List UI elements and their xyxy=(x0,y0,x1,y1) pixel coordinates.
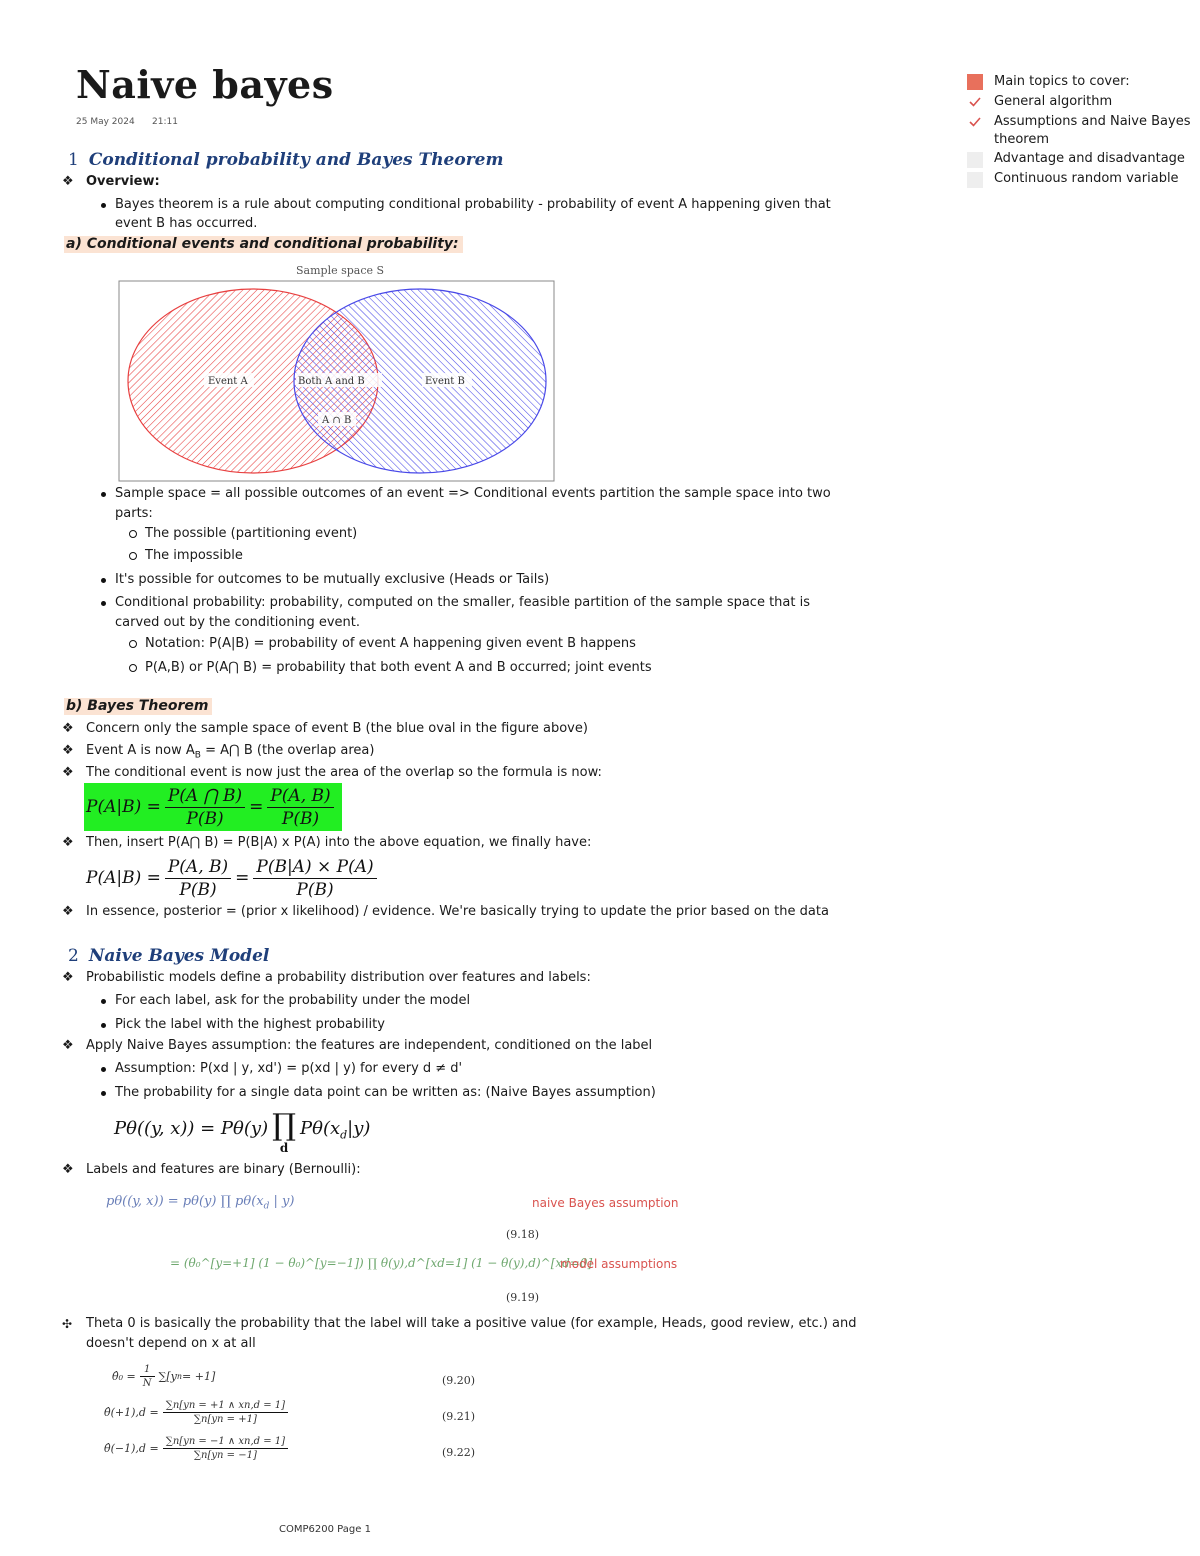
model-sub-3: Assumption: P(xd | y, xd') = p(xd | y) for every d ≠ d' xyxy=(115,1059,462,1079)
bullet-conditional-probability-cont: carved out by the conditioning event. xyxy=(115,615,361,630)
bullet-conditional-probability: Conditional probability: probability, computed on the smaller, feasible partition of the sample space that is xyxy=(115,593,810,613)
naive-bayes-assumption-label: naive Bayes assumption xyxy=(532,1196,679,1210)
bayes-formula-full: P(A|B) = $\frac{P(A, B)}{P(B)}$ = $\frac{P(B|A) \times P(A)}{P(B)}$ xyxy=(86,853,381,903)
bayes-point-3: ❖ The conditional event is now just the area of the overlap so the formula is now: xyxy=(86,763,602,783)
diamond-bullet-icon: ❖ xyxy=(62,1162,74,1177)
todo-item[interactable]: Assumptions and Naive Bayes xyxy=(994,112,1200,132)
bullet-mutually-exclusive: It's possible for outcomes to be mutually exclusive (Heads or Tails) xyxy=(115,570,549,590)
page-title: Naive bayes xyxy=(76,62,334,107)
theta-point-cont: doesn't depend on x at all xyxy=(86,1336,256,1351)
subsection-a-heading: a) Conditional events and conditional probability: xyxy=(64,236,463,253)
sub-bullet-joint: P(A,B) or P(A⋂ B) = probability that both event A and B occurred; joint events xyxy=(145,658,652,678)
naive-bayes-formula: Pθ((y, x)) = Pθ(y) ∏ d $P\theta(x_d|y)$ xyxy=(114,1108,371,1155)
diamond-bullet-icon: ❖ xyxy=(62,743,74,758)
model-sub-2: Pick the label with the highest probability xyxy=(115,1015,385,1035)
todo-item[interactable]: Advantage and disadvantage xyxy=(994,149,1200,169)
diamond-bullet-icon: ❖ xyxy=(62,835,74,850)
bayes-formula-highlighted: P(A|B) = $\frac{P(A ⋂ B)}{P(B)}$ = $\frac{P(A, B)}{P(B)}$ xyxy=(84,783,342,831)
checkmark-icon xyxy=(968,95,982,109)
event-b-label: Event B xyxy=(425,376,465,387)
bayes-point-2: ❖ Event A is now $A_B$ = A⋂ B (the overlap area) xyxy=(62,743,375,761)
model-sub-4: The probability for a single data point can be written as: (Naive Bayes assumption) xyxy=(115,1083,656,1103)
bullet-sample-space-cont: parts: xyxy=(115,506,153,521)
todo-header-box xyxy=(967,74,983,90)
overview-text-cont: event B has occurred. xyxy=(115,216,258,231)
intersection-label: A ∩ B xyxy=(322,415,352,426)
todo-item[interactable]: Continuous random variable xyxy=(994,169,1200,189)
model-sub-1: For each label, ask for the probability under the model xyxy=(115,991,470,1011)
model-point-3: ❖ Labels and features are binary (Bernoulli): xyxy=(86,1160,361,1180)
sub-bullet-notation: Notation: P(A|B) = probability of event A happening given event B happens xyxy=(145,634,636,654)
equation-number: (9.22) xyxy=(442,1446,476,1459)
section-2-heading: 2 Naive Bayes Model xyxy=(68,946,270,966)
model-assumptions-label: model assumptions xyxy=(560,1257,678,1271)
empty-checkbox-icon[interactable] xyxy=(967,172,983,188)
todo-list xyxy=(994,72,1200,189)
todo-item-continued: theorem xyxy=(994,132,1050,147)
bayes-point-5: ❖ In essence, posterior = (prior x likelihood) / evidence. We're basically trying to update the prior based on the data xyxy=(86,902,829,922)
equation-number: (9.18) xyxy=(506,1228,540,1241)
event-a-label: Event A xyxy=(208,376,248,387)
venn-caption: Sample space S xyxy=(296,264,385,277)
bayes-point-1: ❖ Concern only the sample space of event B (the blue oval in the figure above) xyxy=(86,719,588,739)
diamond-bullet-icon: ❖ xyxy=(62,904,74,919)
checkmark-icon xyxy=(968,115,982,129)
note-time: 21:11 xyxy=(152,117,178,127)
venn-diagram xyxy=(118,280,556,482)
equation-number: (9.19) xyxy=(506,1291,540,1304)
sub-bullet-possible: The possible (partitioning event) xyxy=(145,524,357,544)
model-point-1: ❖ Probabilistic models define a probability distribution over features and labels: xyxy=(86,968,591,988)
page-footer: COMP6200 Page 1 xyxy=(279,1524,371,1535)
bayes-point-4: ❖ Then, insert P(A⋂ B) = P(B|A) x P(A) into the above equation, we finally have: xyxy=(86,833,591,853)
model-point-2: ❖ Apply Naive Bayes assumption: the features are independent, conditioned on the label xyxy=(86,1036,652,1056)
subsection-b-heading: b) Bayes Theorem xyxy=(64,698,212,715)
bernoulli-equation-image: pθ((y, x)) = pθ(y) ∏ $p\theta(x_d$ | y) naive Bayes assumption (9.18) = (θ₀^[y=+1] (1 − θ₀)^[y=−1]) ∏ θ(y),d^[xd=1] (1 − θ(y),d)^[xd=0] model assumptions (9.19) xyxy=(106,1194,679,1304)
diamond-bullet-icon: ❖ xyxy=(62,174,74,189)
overview-label: ❖ Overview: xyxy=(86,172,160,192)
bullet-sample-space: Sample space = all possible outcomes of an event => Conditional events partition the sample space into two xyxy=(115,484,831,504)
todo-item[interactable]: General algorithm xyxy=(994,92,1200,112)
star-bullet-icon: ✣ xyxy=(62,1317,73,1331)
diamond-bullet-icon: ❖ xyxy=(62,970,74,985)
diamond-bullet-icon: ❖ xyxy=(62,721,74,736)
note-date: 25 May 2024 xyxy=(76,117,135,127)
equation-number: (9.20) xyxy=(442,1374,476,1387)
theta-point: ✣ Theta 0 is basically the probability that the label will take a positive value (for example, Heads, good review, etc.) and xyxy=(86,1314,856,1334)
equation-number: (9.21) xyxy=(442,1410,476,1423)
section-1-heading: 1 Conditional probability and Bayes Theorem xyxy=(68,150,504,170)
diamond-bullet-icon: ❖ xyxy=(62,1038,74,1053)
todo-header: Main topics to cover: xyxy=(994,72,1200,92)
estimator-equations-image: θ̂₀ = $\frac{1}{N}$ ∑[y n = +1] (9.20) θ̂(+1),d = $\frac{\sum n[yn = +1 \wedge xn,d = 1]}{\sum n[yn = +1]}$ (9.21) θ̂(−1),d = $\frac{\sum n[yn = -1 \wedge xn,d = 1]}{\sum n[yn = -1]}$ (9.22) xyxy=(104,1364,476,1461)
empty-checkbox-icon[interactable] xyxy=(967,152,983,168)
overview-text: Bayes theorem is a rule about computing conditional probability - probability of event A happening given that xyxy=(115,195,831,215)
sub-bullet-impossible: The impossible xyxy=(145,546,243,566)
diamond-bullet-icon: ❖ xyxy=(62,765,74,780)
both-label: Both A and B xyxy=(298,376,365,387)
